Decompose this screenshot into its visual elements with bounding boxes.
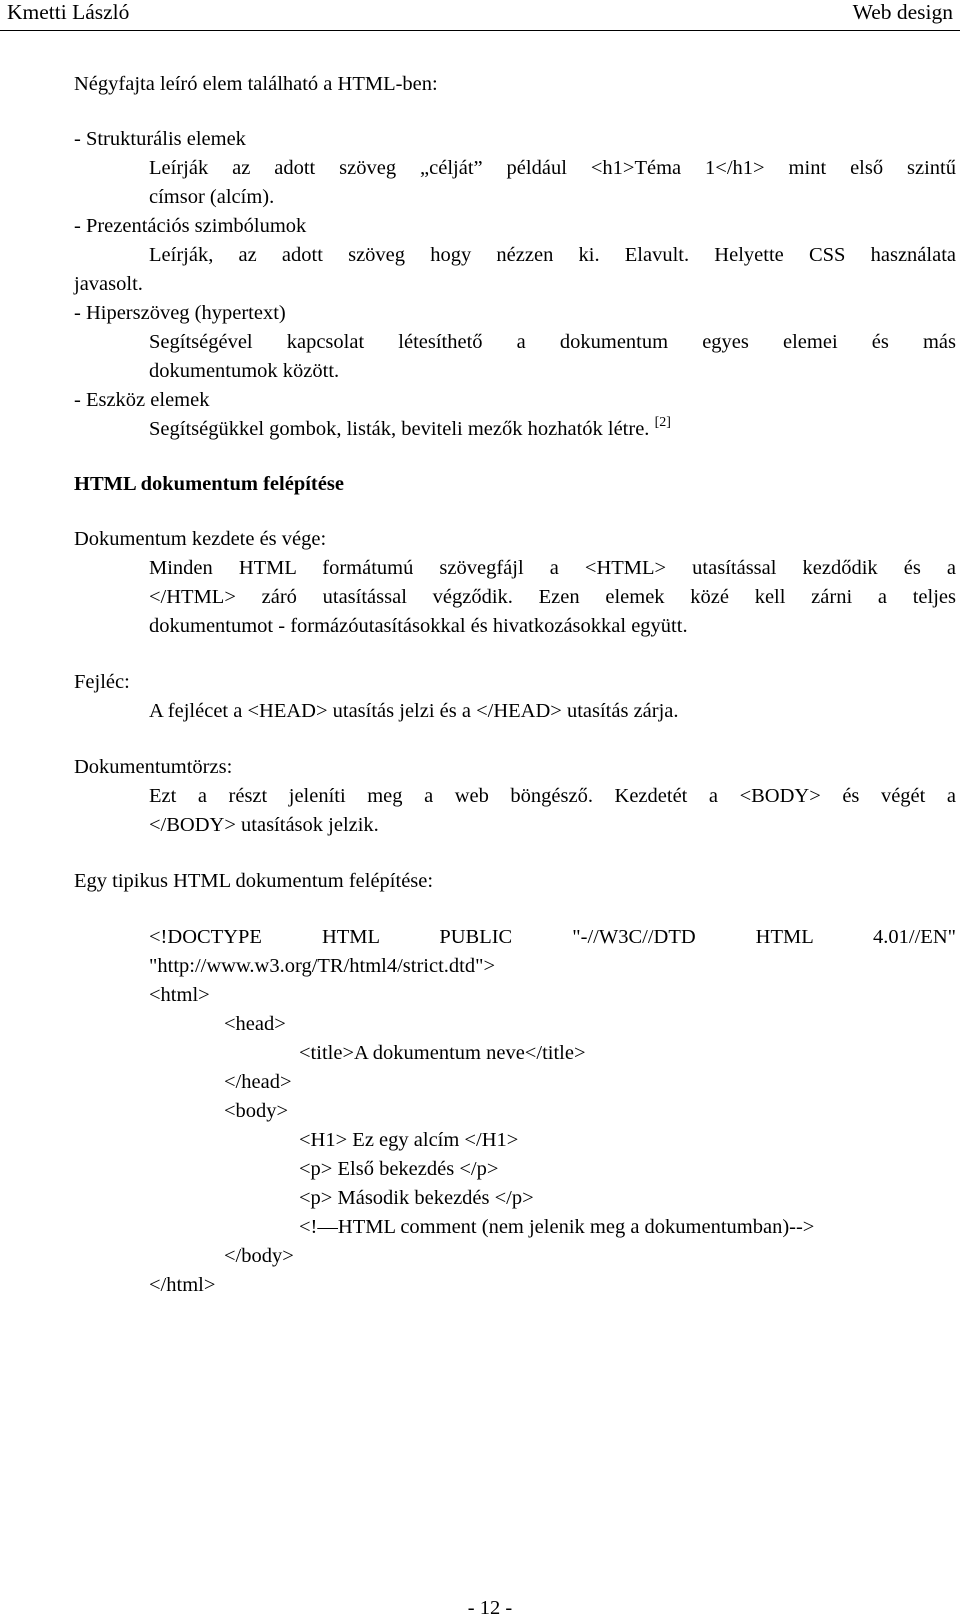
list-item-desc: Segítségével kapcsolat létesíthető a dokumentum egyes elemei és más (149, 331, 956, 353)
section-heading: HTML dokumentum felépítése (74, 473, 344, 495)
code-line: </html> (149, 1274, 216, 1296)
code-example (74, 923, 956, 1300)
reference-marker: [2] (654, 415, 671, 430)
intro-text: Négyfajta leíró elem található a HTML-ben: (74, 73, 438, 95)
section-label: Fejléc: (74, 671, 130, 693)
code-line: <head> (224, 1013, 286, 1035)
page-footer (0, 1597, 960, 1620)
list-item-desc: címsor (alcím). (149, 186, 275, 208)
section-line: Ezt a részt jeleníti meg a web böngésző. Kezdetét a <BODY> és végét a (149, 785, 956, 807)
code-line: <!—HTML comment (nem jelenik meg a dokumentumban)--> (299, 1216, 815, 1238)
page-body (74, 70, 956, 1300)
section-line: </HTML> záró utasítással végződik. Ezen elemek közé kell zárni a teljes (149, 586, 956, 608)
list-item-desc (74, 415, 956, 444)
section-header (74, 668, 956, 726)
page-number: - 12 - (467, 1597, 513, 1619)
list-item-desc: Leírják, az adott szöveg hogy nézzen ki. Elavult. Helyette CSS használata (149, 244, 956, 266)
list-item-desc: javasolt. (74, 273, 143, 295)
header-subject: Web design (852, 0, 953, 24)
list-item-title: - Strukturális elemek (74, 128, 246, 150)
code-line: <H1> Ez egy alcím </H1> (299, 1129, 519, 1151)
code-line: <p> Második bekezdés </p> (299, 1187, 534, 1209)
code-line: "http://www.w3.org/TR/html4/strict.dtd"> (149, 955, 496, 977)
code-line: <body> (224, 1100, 289, 1122)
header-rule (0, 30, 960, 31)
section-label: Dokumentum kezdete és vége: (74, 528, 327, 550)
section-line: A fejlécet a <HEAD> utasítás jelzi és a </HEAD> utasítás zárja. (149, 700, 679, 722)
code-line: </body> (224, 1245, 294, 1267)
example-title: Egy tipikus HTML dokumentum felépítése: (74, 870, 434, 892)
list-item-desc-text: Segítségükkel gombok, listák, beviteli mezők hozhatók létre. (149, 418, 650, 440)
section-line: Minden HTML formátumú szövegfájl a <HTML> utasítással kezdődik és a (149, 557, 956, 579)
element-type-list (74, 125, 956, 444)
list-item-desc: dokumentumok között. (149, 360, 340, 382)
section-label: Dokumentumtörzs: (74, 756, 233, 778)
code-line: <p> Első bekezdés </p> (299, 1158, 499, 1180)
list-item-title: - Prezentációs szimbólumok (74, 215, 307, 237)
running-header (0, 0, 960, 30)
code-line: <!DOCTYPE HTML PUBLIC "-//W3C//DTD HTML 4.01//EN" (149, 926, 956, 948)
section-doc-start-end (74, 525, 956, 641)
code-line: </head> (224, 1071, 292, 1093)
list-item-desc: Leírják az adott szöveg „célját” például <h1>Téma 1</h1> mint első szintű (149, 157, 956, 179)
section-body (74, 753, 956, 840)
code-line: <html> (149, 984, 210, 1006)
list-item-title: - Hiperszöveg (hypertext) (74, 302, 286, 324)
section-line: </BODY> utasítások jelzik. (149, 814, 379, 836)
header-author: Kmetti László (7, 0, 130, 24)
list-item-title: - Eszköz elemek (74, 389, 210, 411)
code-line: <title>A dokumentum neve</title> (299, 1042, 586, 1064)
section-line: dokumentumot - formázóutasításokkal és hivatkozásokkal együtt. (149, 615, 688, 637)
